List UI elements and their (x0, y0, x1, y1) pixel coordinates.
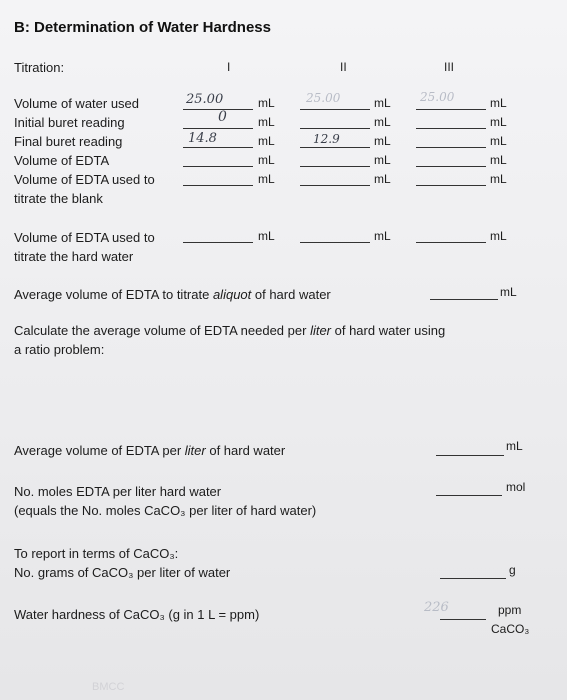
blank-final-i[interactable] (183, 147, 253, 148)
blank-grams[interactable] (440, 578, 506, 579)
unit-ml: mL (374, 96, 391, 110)
blank-water-ii[interactable] (300, 109, 370, 110)
row-label-initial-reading: Initial buret reading (14, 115, 125, 130)
row-label-volume-water: Volume of water used (14, 96, 140, 111)
row-label-hard-line2: titrate the hard water (14, 249, 134, 264)
blank-average-aliquot[interactable] (430, 299, 498, 300)
unit-ml: mL (258, 96, 275, 110)
blank-edta-i[interactable] (183, 166, 253, 167)
blank-edta-ii[interactable] (300, 166, 370, 167)
unit-caco3: CaCO₃ (491, 622, 530, 636)
unit-ml: mL (490, 134, 507, 148)
unit-ml: mL (490, 115, 507, 129)
unit-mol: mol (506, 480, 526, 494)
unit-ml: mL (490, 229, 507, 243)
blank-water-iii[interactable] (416, 109, 486, 110)
hardness-label: Water hardness of CaCO₃ (g in 1 L = ppm) (14, 607, 260, 622)
column-header-i: I (227, 60, 231, 74)
handwritten-final-i: 14.8 (188, 131, 217, 146)
unit-ml: mL (374, 115, 391, 129)
row-label-blank-line2: titrate the blank (14, 191, 103, 206)
unit-ml: mL (258, 229, 275, 243)
blank-initial-iii[interactable] (416, 128, 486, 129)
blank-moles[interactable] (436, 495, 502, 496)
handwritten-ppm-answer: 226 (424, 600, 449, 615)
row-label-final-reading: Final buret reading (14, 134, 123, 149)
watermark-text: BMCC (92, 681, 125, 693)
blank-final-iii[interactable] (416, 147, 486, 148)
handwritten-initial-i: 0 (218, 109, 227, 125)
unit-ml: mL (506, 439, 523, 453)
blank-average-liter[interactable] (436, 455, 504, 456)
blank-blank-i[interactable] (183, 185, 253, 186)
row-label-blank-line1: Volume of EDTA used to (14, 172, 155, 187)
report-label-line2: No. grams of CaCO₃ per liter of water (14, 565, 231, 580)
blank-edta-iii[interactable] (416, 166, 486, 167)
unit-g: g (509, 563, 516, 577)
blank-initial-i[interactable] (183, 128, 253, 129)
unit-ppm: ppm (498, 603, 522, 617)
unit-ml: mL (258, 153, 275, 167)
calculate-instruction-line1: Calculate the average volume of EDTA needed per liter of hard water using (14, 323, 446, 338)
moles-label-line1: No. moles EDTA per liter hard water (14, 484, 222, 499)
row-label-volume-edta: Volume of EDTA (14, 153, 110, 168)
report-label-line1: To report in terms of CaCO₃: (14, 546, 179, 561)
unit-ml: mL (490, 96, 507, 110)
average-liter-label: Average volume of EDTA per liter of hard water (14, 443, 286, 458)
blank-final-ii[interactable] (300, 147, 370, 148)
unit-ml: mL (258, 172, 275, 186)
titration-label: Titration: (14, 60, 65, 75)
handwritten-water-ii: 25.00 (306, 91, 341, 105)
unit-ml: mL (374, 172, 391, 186)
blank-hardness[interactable] (440, 619, 486, 620)
handwritten-water-i: 25.00 (186, 92, 224, 107)
unit-ml: mL (374, 229, 391, 243)
page-title: B: Determination of Water Hardness (14, 19, 271, 36)
unit-ml: mL (374, 134, 391, 148)
handwritten-final-ii: 12.9 (313, 132, 340, 146)
column-header-iii: III (444, 60, 455, 74)
unit-ml: mL (374, 153, 391, 167)
calculate-instruction-line2: a ratio problem: (14, 342, 105, 357)
blank-hard-ii[interactable] (300, 242, 370, 243)
row-label-hard-line1: Volume of EDTA used to (14, 230, 155, 245)
unit-ml: mL (258, 134, 275, 148)
unit-ml: mL (500, 285, 517, 299)
blank-blank-iii[interactable] (416, 185, 486, 186)
blank-initial-ii[interactable] (300, 128, 370, 129)
column-header-ii: II (340, 60, 347, 74)
handwritten-water-iii: 25.00 (420, 90, 455, 104)
unit-ml: mL (490, 153, 507, 167)
moles-label-line2: (equals the No. moles CaCO₃ per liter of hard water) (14, 503, 317, 518)
average-aliquot-label: Average volume of EDTA to titrate aliquot of hard water (14, 287, 331, 302)
blank-blank-ii[interactable] (300, 185, 370, 186)
blank-hard-i[interactable] (183, 242, 253, 243)
unit-ml: mL (490, 172, 507, 186)
unit-ml: mL (258, 115, 275, 129)
blank-hard-iii[interactable] (416, 242, 486, 243)
